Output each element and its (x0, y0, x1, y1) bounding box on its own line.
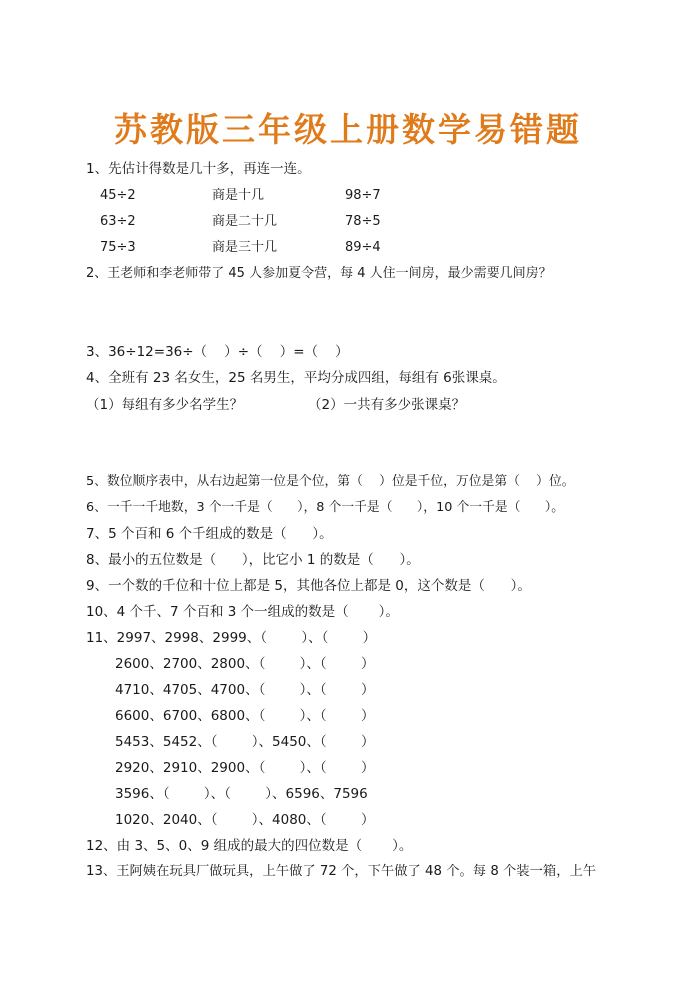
question-5: 5、数位顺序表中，从右边起第一位是个位，第（ ）位是千位，万位是第（ ）位。 (86, 474, 575, 489)
question-4: 4、全班有 23 名女生，25 名男生，平均分成四组，每组有 6张课桌。 (86, 370, 506, 386)
page-title: 苏教版三年级上册数学易错题 (114, 110, 582, 149)
question-9: 9、一个数的千位和十位上都是 5，其他各位上都是 0，这个数是（ ）。 (86, 578, 531, 594)
question-11-row: 2600、2700、2800、（ ）、（ ） (115, 656, 375, 672)
q1-left-item: 45÷2 (100, 188, 136, 203)
question-7: 7、5 个百和 6 个千组成的数是（ ）。 (86, 526, 333, 542)
question-11-row: 2920、2910、2900、（ ）、（ ） (115, 760, 375, 776)
question-11-row: 4710、4705、4700、（ ）、（ ） (115, 682, 375, 698)
question-1: 1、先估计得数是几十多，再连一连。 (86, 161, 311, 177)
q1-middle-item: 商是二十几 (212, 214, 278, 229)
question-13: 13、王阿姨在玩具厂做玩具，上午做了 72 个，下午做了 48 个。每 8 个装一箱，上午 (86, 864, 597, 879)
q1-left-item: 63÷2 (100, 214, 136, 229)
question-4-sub-1: （1）每组有多少名学生？ (86, 397, 244, 413)
question-6: 6、一千一千地数，3 个一千是（ ），8 个一千是（ ），10 个一千是（ ）。 (86, 500, 565, 515)
q1-right-item: 78÷5 (345, 214, 381, 229)
question-8: 8、最小的五位数是（ ），比它小 1 的数是（ ）。 (86, 552, 420, 568)
question-11: 11、2997、2998、2999、（ ）、（ ） (86, 630, 377, 646)
question-12: 12、由 3、5、0、9 组成的最大的四位数是（ ）。 (86, 838, 413, 854)
question-2: 2、王老师和李老师带了 45 人参加夏令营，每 4 人住一间房，最少需要几间房？ (86, 266, 552, 281)
question-11-row: 6600、6700、6800、（ ）、（ ） (115, 708, 375, 724)
q1-middle-item: 商是十几 (212, 188, 265, 203)
question-3: 3、36÷12=36÷（ ）÷（ ）=（ ） (86, 344, 349, 360)
question-11-row: 5453、5452、（ ）、5450、（ ） (115, 734, 375, 750)
question-10: 10、4 个千、7 个百和 3 个一组成的数是（ ）。 (86, 604, 399, 620)
question-11-row: 1020、2040、（ ）、4080、（ ） (115, 812, 375, 828)
question-11-row: 3596、（ ）、（ ）、6596、7596 (115, 786, 368, 802)
q1-right-item: 98÷7 (345, 188, 381, 203)
q1-middle-item: 商是三十几 (212, 240, 278, 255)
q1-left-item: 75÷3 (100, 240, 136, 255)
question-4-sub-2: （2）一共有多少张课桌？ (308, 397, 466, 413)
q1-right-item: 89÷4 (345, 240, 381, 255)
